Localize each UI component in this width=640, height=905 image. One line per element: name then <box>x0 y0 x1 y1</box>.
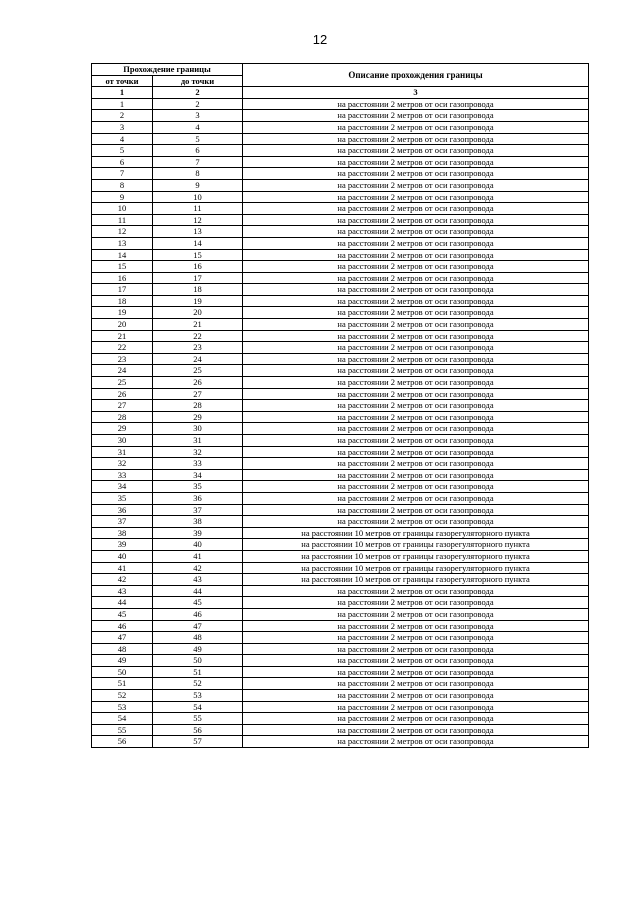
cell-description: на расстоянии 2 метров от оси газопровода <box>243 295 589 307</box>
cell-to-point: 52 <box>153 678 243 690</box>
table-row <box>92 516 589 528</box>
table-row <box>92 388 589 400</box>
cell-to-point: 26 <box>153 377 243 389</box>
cell-to-point: 40 <box>153 539 243 551</box>
table-row <box>92 678 589 690</box>
cell-to-point: 51 <box>153 666 243 678</box>
header-group-boundary: Прохождение границы <box>92 64 243 76</box>
cell-description: на расстоянии 2 метров от оси газопровода <box>243 597 589 609</box>
cell-description: на расстоянии 10 метров от границы газорегуляторного пункта <box>243 550 589 562</box>
table-row <box>92 377 589 389</box>
cell-to-point: 38 <box>153 516 243 528</box>
cell-to-point: 21 <box>153 319 243 331</box>
cell-to-point: 24 <box>153 353 243 365</box>
table-row <box>92 527 589 539</box>
boundary-table <box>91 63 589 748</box>
cell-description: на расстоянии 2 метров от оси газопровода <box>243 98 589 110</box>
cell-to-point: 7 <box>153 156 243 168</box>
cell-description: на расстоянии 2 метров от оси газопровода <box>243 701 589 713</box>
table-row <box>92 492 589 504</box>
cell-from-point: 10 <box>92 203 153 215</box>
table-row <box>92 597 589 609</box>
cell-from-point: 13 <box>92 237 153 249</box>
table-row <box>92 284 589 296</box>
cell-from-point: 48 <box>92 643 153 655</box>
cell-from-point: 27 <box>92 400 153 412</box>
table-row <box>92 295 589 307</box>
cell-to-point: 55 <box>153 713 243 725</box>
cell-to-point: 42 <box>153 562 243 574</box>
cell-from-point: 3 <box>92 121 153 133</box>
cell-from-point: 55 <box>92 724 153 736</box>
cell-description: на расстоянии 2 метров от оси газопровода <box>243 237 589 249</box>
cell-description: на расстоянии 2 метров от оси газопровода <box>243 400 589 412</box>
table-row <box>92 203 589 215</box>
cell-to-point: 13 <box>153 226 243 238</box>
cell-to-point: 17 <box>153 272 243 284</box>
table-row <box>92 156 589 168</box>
cell-from-point: 37 <box>92 516 153 528</box>
table-row <box>92 562 589 574</box>
cell-to-point: 33 <box>153 458 243 470</box>
cell-to-point: 22 <box>153 330 243 342</box>
cell-from-point: 54 <box>92 713 153 725</box>
cell-description: на расстоянии 2 метров от оси газопровода <box>243 481 589 493</box>
cell-from-point: 2 <box>92 110 153 122</box>
cell-to-point: 47 <box>153 620 243 632</box>
table-row <box>92 574 589 586</box>
cell-description: на расстоянии 10 метров от границы газорегуляторного пункта <box>243 574 589 586</box>
table-row <box>92 168 589 180</box>
cell-to-point: 43 <box>153 574 243 586</box>
table-row <box>92 249 589 261</box>
table-row <box>92 655 589 667</box>
cell-from-point: 6 <box>92 156 153 168</box>
cell-description: на расстоянии 2 метров от оси газопровода <box>243 678 589 690</box>
cell-description: на расстоянии 2 метров от оси газопровода <box>243 168 589 180</box>
cell-description: на расстоянии 2 метров от оси газопровода <box>243 516 589 528</box>
table-row <box>92 121 589 133</box>
table-row <box>92 307 589 319</box>
cell-from-point: 24 <box>92 365 153 377</box>
header-column-number-3: 3 <box>243 87 589 99</box>
cell-description: на расстоянии 2 метров от оси газопровода <box>243 713 589 725</box>
table-row <box>92 110 589 122</box>
header-to-point: до точки <box>153 75 243 87</box>
cell-description: на расстоянии 2 метров от оси газопровода <box>243 179 589 191</box>
header-column-number-1: 1 <box>92 87 153 99</box>
cell-from-point: 35 <box>92 492 153 504</box>
table-row <box>92 643 589 655</box>
table-row <box>92 411 589 423</box>
cell-description: на расстоянии 2 метров от оси газопровода <box>243 585 589 597</box>
cell-description: на расстоянии 2 метров от оси газопровода <box>243 249 589 261</box>
cell-from-point: 8 <box>92 179 153 191</box>
cell-to-point: 41 <box>153 550 243 562</box>
cell-description: на расстоянии 2 метров от оси газопровода <box>243 342 589 354</box>
cell-to-point: 16 <box>153 261 243 273</box>
table-row <box>92 330 589 342</box>
table-row <box>92 632 589 644</box>
cell-from-point: 34 <box>92 481 153 493</box>
cell-description: на расстоянии 2 метров от оси газопровода <box>243 724 589 736</box>
cell-from-point: 22 <box>92 342 153 354</box>
cell-to-point: 15 <box>153 249 243 261</box>
cell-from-point: 29 <box>92 423 153 435</box>
cell-description: на расстоянии 2 метров от оси газопровода <box>243 736 589 748</box>
cell-to-point: 46 <box>153 608 243 620</box>
cell-from-point: 7 <box>92 168 153 180</box>
cell-to-point: 35 <box>153 481 243 493</box>
cell-description: на расстоянии 2 метров от оси газопровода <box>243 226 589 238</box>
cell-from-point: 21 <box>92 330 153 342</box>
cell-from-point: 46 <box>92 620 153 632</box>
cell-from-point: 45 <box>92 608 153 620</box>
cell-description: на расстоянии 2 метров от оси газопровода <box>243 446 589 458</box>
cell-to-point: 54 <box>153 701 243 713</box>
cell-from-point: 43 <box>92 585 153 597</box>
cell-from-point: 36 <box>92 504 153 516</box>
cell-to-point: 39 <box>153 527 243 539</box>
cell-from-point: 47 <box>92 632 153 644</box>
table-row <box>92 458 589 470</box>
table-row <box>92 423 589 435</box>
cell-from-point: 9 <box>92 191 153 203</box>
cell-from-point: 1 <box>92 98 153 110</box>
cell-from-point: 19 <box>92 307 153 319</box>
table-row <box>92 435 589 447</box>
cell-from-point: 4 <box>92 133 153 145</box>
header-from-point: от точки <box>92 75 153 87</box>
cell-description: на расстоянии 2 метров от оси газопровода <box>243 620 589 632</box>
table-row <box>92 133 589 145</box>
table-header <box>92 64 589 99</box>
table-row <box>92 620 589 632</box>
cell-from-point: 41 <box>92 562 153 574</box>
cell-to-point: 29 <box>153 411 243 423</box>
table-row <box>92 701 589 713</box>
cell-description: на расстоянии 2 метров от оси газопровода <box>243 655 589 667</box>
table-row <box>92 446 589 458</box>
table-row <box>92 342 589 354</box>
cell-from-point: 25 <box>92 377 153 389</box>
cell-description: на расстоянии 2 метров от оси газопровода <box>243 319 589 331</box>
header-description: Описание прохождения границы <box>243 64 589 87</box>
table-body <box>92 98 589 747</box>
table-row <box>92 504 589 516</box>
cell-description: на расстоянии 2 метров от оси газопровода <box>243 469 589 481</box>
cell-description: на расстоянии 2 метров от оси газопровода <box>243 191 589 203</box>
cell-description: на расстоянии 10 метров от границы газорегуляторного пункта <box>243 539 589 551</box>
cell-to-point: 30 <box>153 423 243 435</box>
cell-from-point: 31 <box>92 446 153 458</box>
cell-to-point: 48 <box>153 632 243 644</box>
cell-to-point: 34 <box>153 469 243 481</box>
cell-from-point: 15 <box>92 261 153 273</box>
cell-to-point: 6 <box>153 145 243 157</box>
table-row <box>92 724 589 736</box>
cell-to-point: 36 <box>153 492 243 504</box>
cell-to-point: 28 <box>153 400 243 412</box>
table-row <box>92 690 589 702</box>
cell-from-point: 38 <box>92 527 153 539</box>
cell-from-point: 26 <box>92 388 153 400</box>
cell-to-point: 9 <box>153 179 243 191</box>
cell-description: на расстоянии 2 метров от оси газопровода <box>243 330 589 342</box>
cell-description: на расстоянии 2 метров от оси газопровода <box>243 608 589 620</box>
cell-description: на расстоянии 2 метров от оси газопровода <box>243 133 589 145</box>
cell-to-point: 5 <box>153 133 243 145</box>
cell-from-point: 11 <box>92 214 153 226</box>
cell-from-point: 53 <box>92 701 153 713</box>
cell-to-point: 18 <box>153 284 243 296</box>
page-number: 12 <box>312 32 328 47</box>
cell-to-point: 27 <box>153 388 243 400</box>
cell-from-point: 30 <box>92 435 153 447</box>
table-row <box>92 666 589 678</box>
cell-to-point: 20 <box>153 307 243 319</box>
table-row <box>92 550 589 562</box>
cell-description: на расстоянии 2 метров от оси газопровода <box>243 284 589 296</box>
cell-to-point: 45 <box>153 597 243 609</box>
cell-from-point: 18 <box>92 295 153 307</box>
table-row <box>92 98 589 110</box>
cell-description: на расстоянии 2 метров от оси газопровода <box>243 632 589 644</box>
cell-from-point: 39 <box>92 539 153 551</box>
cell-from-point: 32 <box>92 458 153 470</box>
cell-from-point: 20 <box>92 319 153 331</box>
cell-to-point: 53 <box>153 690 243 702</box>
cell-from-point: 42 <box>92 574 153 586</box>
cell-to-point: 11 <box>153 203 243 215</box>
cell-description: на расстоянии 2 метров от оси газопровода <box>243 156 589 168</box>
cell-description: на расстоянии 2 метров от оси газопровода <box>243 504 589 516</box>
cell-from-point: 23 <box>92 353 153 365</box>
cell-to-point: 57 <box>153 736 243 748</box>
table-row <box>92 226 589 238</box>
cell-from-point: 51 <box>92 678 153 690</box>
cell-from-point: 56 <box>92 736 153 748</box>
cell-to-point: 8 <box>153 168 243 180</box>
cell-description: на расстоянии 2 метров от оси газопровода <box>243 272 589 284</box>
cell-to-point: 10 <box>153 191 243 203</box>
table-row <box>92 539 589 551</box>
table-row <box>92 145 589 157</box>
cell-description: на расстоянии 2 метров от оси газопровода <box>243 492 589 504</box>
cell-from-point: 28 <box>92 411 153 423</box>
cell-description: на расстоянии 10 метров от границы газорегуляторного пункта <box>243 562 589 574</box>
cell-description: на расстоянии 2 метров от оси газопровода <box>243 377 589 389</box>
cell-to-point: 4 <box>153 121 243 133</box>
cell-description: на расстоянии 2 метров от оси газопровода <box>243 365 589 377</box>
cell-description: на расстоянии 2 метров от оси газопровода <box>243 458 589 470</box>
cell-description: на расстоянии 2 метров от оси газопровода <box>243 353 589 365</box>
cell-to-point: 2 <box>153 98 243 110</box>
table-row <box>92 608 589 620</box>
cell-from-point: 49 <box>92 655 153 667</box>
cell-from-point: 12 <box>92 226 153 238</box>
table-row <box>92 713 589 725</box>
table-row <box>92 736 589 748</box>
table-row <box>92 179 589 191</box>
table-row <box>92 400 589 412</box>
table-row <box>92 481 589 493</box>
cell-to-point: 50 <box>153 655 243 667</box>
cell-to-point: 44 <box>153 585 243 597</box>
cell-from-point: 40 <box>92 550 153 562</box>
cell-to-point: 12 <box>153 214 243 226</box>
table-row <box>92 261 589 273</box>
cell-description: на расстоянии 2 метров от оси газопровода <box>243 145 589 157</box>
cell-to-point: 23 <box>153 342 243 354</box>
cell-description: на расстоянии 2 метров от оси газопровода <box>243 203 589 215</box>
cell-description: на расстоянии 2 метров от оси газопровода <box>243 690 589 702</box>
cell-to-point: 19 <box>153 295 243 307</box>
cell-to-point: 49 <box>153 643 243 655</box>
table-row <box>92 191 589 203</box>
cell-to-point: 32 <box>153 446 243 458</box>
cell-description: на расстоянии 2 метров от оси газопровода <box>243 307 589 319</box>
cell-from-point: 17 <box>92 284 153 296</box>
cell-to-point: 25 <box>153 365 243 377</box>
cell-description: на расстоянии 2 метров от оси газопровода <box>243 110 589 122</box>
cell-description: на расстоянии 2 метров от оси газопровода <box>243 388 589 400</box>
cell-from-point: 16 <box>92 272 153 284</box>
table-row <box>92 214 589 226</box>
cell-from-point: 50 <box>92 666 153 678</box>
cell-description: на расстоянии 2 метров от оси газопровода <box>243 435 589 447</box>
cell-to-point: 14 <box>153 237 243 249</box>
cell-description: на расстоянии 2 метров от оси газопровода <box>243 214 589 226</box>
cell-description: на расстоянии 2 метров от оси газопровода <box>243 666 589 678</box>
cell-to-point: 3 <box>153 110 243 122</box>
cell-description: на расстоянии 2 метров от оси газопровода <box>243 261 589 273</box>
table-row <box>92 585 589 597</box>
table-row <box>92 319 589 331</box>
table-row <box>92 237 589 249</box>
cell-description: на расстоянии 2 метров от оси газопровода <box>243 411 589 423</box>
cell-to-point: 37 <box>153 504 243 516</box>
cell-to-point: 56 <box>153 724 243 736</box>
cell-to-point: 31 <box>153 435 243 447</box>
table-row <box>92 353 589 365</box>
cell-from-point: 14 <box>92 249 153 261</box>
table-row <box>92 469 589 481</box>
cell-from-point: 5 <box>92 145 153 157</box>
cell-from-point: 33 <box>92 469 153 481</box>
header-column-number-2: 2 <box>153 87 243 99</box>
cell-description: на расстоянии 10 метров от границы газорегуляторного пункта <box>243 527 589 539</box>
cell-description: на расстоянии 2 метров от оси газопровода <box>243 121 589 133</box>
cell-from-point: 52 <box>92 690 153 702</box>
table-row <box>92 272 589 284</box>
cell-description: на расстоянии 2 метров от оси газопровода <box>243 423 589 435</box>
cell-from-point: 44 <box>92 597 153 609</box>
table-row <box>92 365 589 377</box>
cell-description: на расстоянии 2 метров от оси газопровода <box>243 643 589 655</box>
